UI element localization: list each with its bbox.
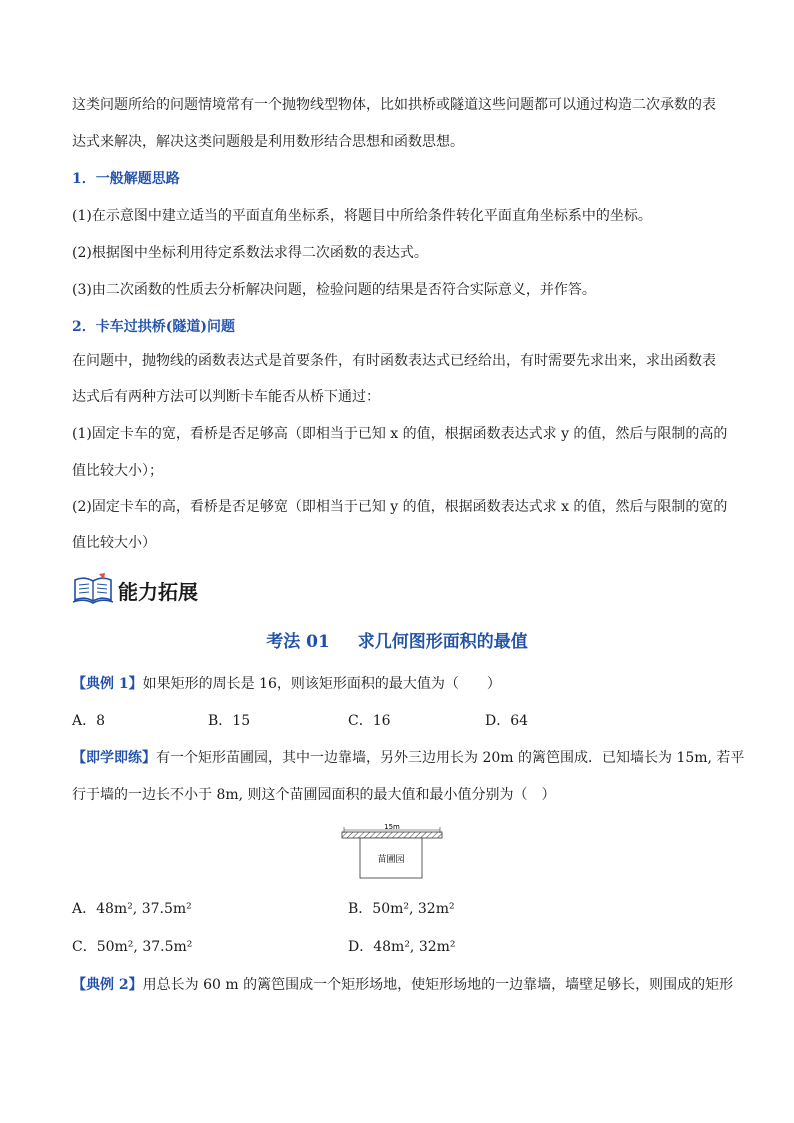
ability-section-header: [72, 572, 198, 608]
section1-heading: 1．一般解题思路: [72, 171, 180, 187]
practice-option-a: A．48m², 37.5m²: [72, 901, 192, 917]
garden-diagram: [340, 822, 444, 880]
example1-option-a: A．8: [72, 713, 106, 729]
practice-tag: 【即学即练】: [72, 750, 156, 766]
intro-line-2: 达式来解决，解决这类问题般是利用数形结合思想和函数思想。: [72, 134, 464, 150]
section2-para-line-1: 在问题中，抛物线的函数表达式是首要条件，有时函数表达式已经给出，有时需要先求出来，求出函数表: [72, 353, 716, 369]
example1-tag: 【典例 1】: [72, 676, 143, 692]
example1-text: 如果矩形的周长是 16，则该矩形面积的最大值为（ ）: [142, 676, 501, 692]
wall-length-label: 15m: [384, 823, 400, 831]
practice-line-1: [72, 748, 744, 768]
kaofa-heading: [0, 627, 794, 652]
practice-option-c: C．50m², 37.5m²: [72, 939, 193, 955]
example1-question: [72, 674, 501, 694]
section2-item2-line-1: (2)固定卡车的高，看桥是否足够宽（即相当于已知 y 的值，根据函数表达式求 x 的值，然后与限制的宽的: [72, 499, 728, 515]
example2-text: 用总长为 60 m 的篱笆围成一个矩形场地，使矩形场地的一边靠墙，墙壁足够长，则围成的矩形: [142, 977, 734, 993]
example2-tag: 【典例 2】: [72, 977, 143, 993]
section2-para-line-2: 达式后有两种方法可以判断卡车能否从桥下通过：: [72, 389, 380, 405]
practice-text-1: 有一个矩形苗圃园，其中一边靠墙，另外三边用长为 20m 的篱笆围成．已知墙长为 15m, 若平: [156, 750, 745, 766]
example2-question: [72, 975, 733, 995]
open-book-icon: [72, 572, 114, 606]
section2-heading: 2．卡车过拱桥(隧道)问题: [72, 319, 235, 335]
section1-item-1: (1)在示意图中建立适当的平面直角坐标系，将题目中所给条件转化平面直角坐标系中的坐标。: [72, 208, 652, 224]
section2-item1-line-1: (1)固定卡车的宽，看桥是否足够高（即相当于已知 x 的值，根据函数表达式求 y 的值，然后与限制的高的: [72, 426, 728, 442]
kaofa-label: 考法 01: [266, 632, 330, 652]
section2-item2-line-2: 值比较大小）: [72, 535, 156, 551]
example1-option-c: C．16: [348, 713, 391, 729]
section2-item1-line-2: 值比较大小）；: [72, 463, 163, 479]
kaofa-title: 求几何图形面积的最值: [357, 632, 528, 652]
intro-line-1: 这类问题所给的问题情境常有一个抛物线型物体，比如拱桥或隧道这些问题都可以通过构造二次承数的表: [72, 97, 716, 113]
example1-option-b: B．15: [208, 713, 251, 729]
practice-option-d: D．48m², 32m²: [348, 939, 456, 955]
practice-line-2: 行于墙的一边长不小于 8m, 则这个苗圃园面积的最大值和最小值分别为（ ）: [72, 787, 556, 803]
example1-option-d: D．64: [485, 713, 529, 729]
garden-label: 苗圃园: [377, 855, 405, 865]
ability-title: 能力拓展: [118, 580, 198, 604]
section1-item-3: (3)由二次函数的性质去分析解决问题，检验问题的结果是否符合实际意义，并作答。: [72, 282, 596, 298]
section1-item-2: (2)根据图中坐标利用待定系数法求得二次函数的表达式。: [72, 245, 428, 261]
practice-option-b: B．50m², 32m²: [348, 901, 455, 917]
wall: [342, 832, 442, 838]
